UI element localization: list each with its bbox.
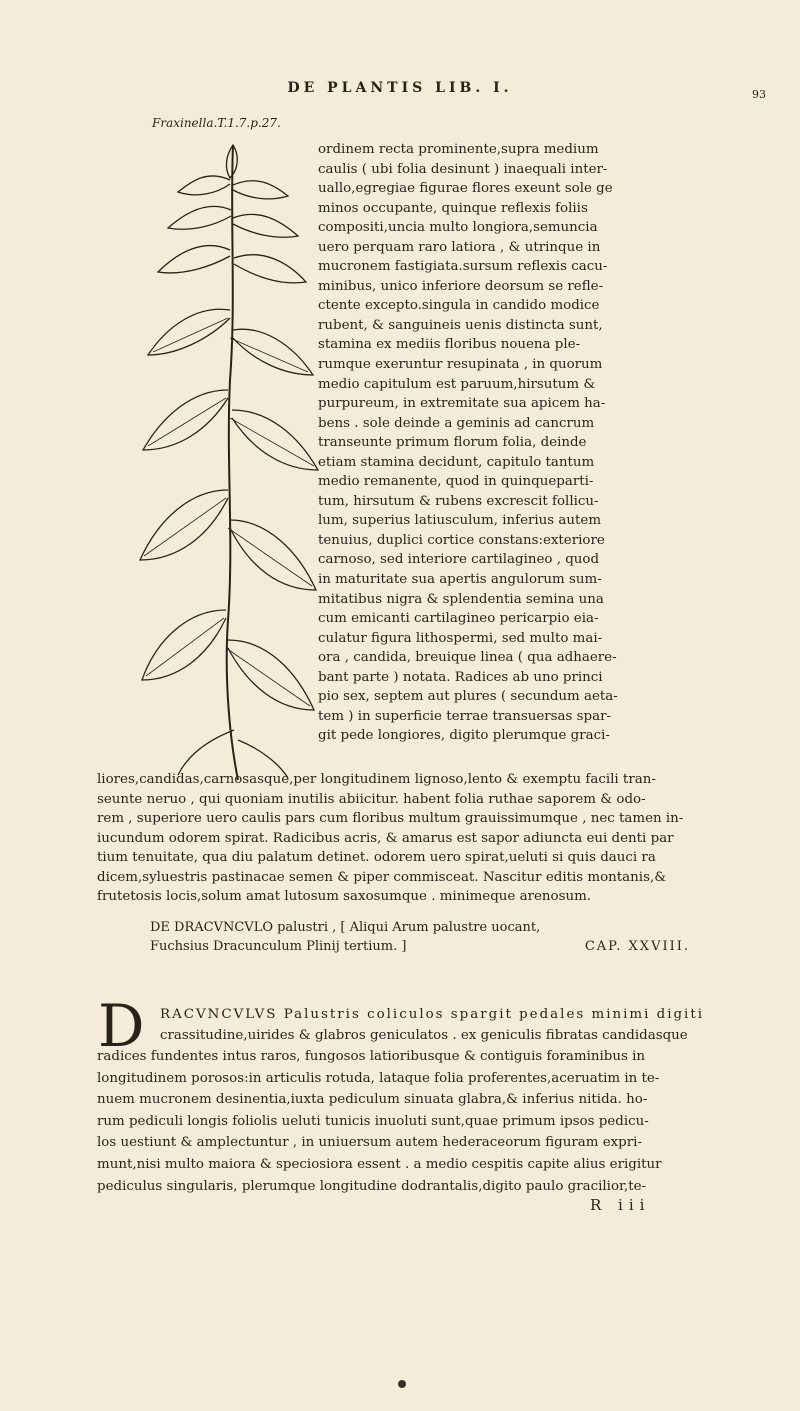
- text-line: rubent, & sanguineis uenis distincta sunt,: [318, 317, 603, 333]
- signature-mark: R iii: [590, 1196, 651, 1214]
- opening-line: RACVNCVLVS Palustris coliculos spargit pedales minimi digiti: [160, 1007, 704, 1022]
- text-line: tem ) in superficie terrae transuersas spar-: [318, 708, 612, 724]
- text-line: seunte neruo , qui quoniam inutilis abiicitur. habent folia ruthae saporem & odo-: [97, 791, 646, 807]
- text-line: rumque exeruntur resupinata , in quorum: [318, 357, 603, 373]
- text-line: stamina ex mediis floribus nouena ple-: [318, 337, 581, 353]
- text-line: carnoso, sed interiore cartilagineo , quod: [318, 552, 600, 568]
- text-line: rem , superiore uero caulis pars cum floribus multum grauissimumque , nec tamen in-: [97, 811, 684, 826]
- text-line: tum, hirsutum & rubens excrescit follicu-: [318, 493, 599, 509]
- text-line: medio capitulum est paruum,hirsutum &: [318, 376, 596, 392]
- page-number: 93: [752, 88, 766, 101]
- chapter-heading: [150, 918, 710, 956]
- text-line: pio sex, septem aut plures ( secundum aeta-: [318, 689, 618, 705]
- text-line: compositi,uncia multo longiora,semuncia: [318, 220, 598, 236]
- chapter-opening: [160, 1004, 740, 1047]
- text-line: ctente excepto.singula in candido modice: [318, 298, 600, 314]
- text-line: ordinem recta prominente,supra medium: [318, 142, 599, 157]
- text-line: purpureum, in extremitate sua apicem ha-: [318, 396, 606, 412]
- text-line: nuem mucronem desinentia,iuxta pediculum sinuata glabra,& inferius nitida. ho-: [97, 1092, 648, 1108]
- text-line: cum emicanti cartilagineo pericarpio eia-: [318, 611, 599, 627]
- text-line: minibus, unico inferiore deorsum se refle-: [318, 278, 604, 294]
- text-line: mucronem fastigiata.sursum reflexis cacu-: [318, 259, 608, 275]
- text-line: in maturitate sua apertis angulorum sum-: [318, 572, 602, 588]
- text-line: uero perquam raro latiora , & utrinque in: [318, 239, 601, 255]
- text-line: frutetosis locis,solum amat lutosum saxosumque . minimeque arenosum.: [97, 889, 592, 904]
- wrapped-paragraph: [318, 140, 728, 746]
- second-line: crassitudine,uirides & glabros geniculatos . ex geniculis fibratas candidasque: [160, 1028, 688, 1044]
- text-line: etiam stamina decidunt, capitulo tantum: [318, 454, 595, 470]
- text-line: tium tenuitate, qua diu palatum detinet. odorem uero spirat,ueluti si quis dauci ra: [97, 850, 656, 865]
- paragraph-continuation: [97, 770, 737, 907]
- text-line: liores,candidas,carnosasque,per longitudinem lignoso,lento & exemptu facili tran-: [97, 772, 656, 787]
- running-title: DE PLANTIS LIB. I.: [287, 80, 513, 96]
- text-line: ora , candida, breuique linea ( qua adhaere-: [318, 650, 617, 666]
- text-line: pediculus singularis, plerumque longitudine dodrantalis,digito paulo gracilior,te-: [97, 1178, 647, 1194]
- ornament-dot: [398, 1380, 406, 1388]
- text-line: medio remanente, quod in quinqueparti-: [318, 474, 594, 490]
- text-line: git pede longiores, digito plerumque graci-: [318, 728, 610, 744]
- text-line: minos occupante, quinque reflexis foliis: [318, 200, 588, 216]
- text-line: uallo,egregiae figurae flores exeunt sole ge: [318, 181, 613, 197]
- chapter-subtitle: Fuchsius Dracunculum Plinij tertium. ]: [150, 939, 407, 954]
- text-line: transeunte primum florum folia, deinde: [318, 435, 587, 451]
- chapter-number: CAP. XXVIII.: [584, 939, 690, 954]
- text-line: los uestiunt & amplectuntur , in uniuersum autem hederaceorum figuram expri-: [97, 1135, 642, 1151]
- text-line: longitudinem porosos:in articulis rotuda, lataque folia proferentes,aceruatim in te-: [97, 1070, 660, 1086]
- text-line: bant parte ) notata. Radices ab uno princi: [318, 669, 603, 685]
- figure-caption: Fraxinella.T.1.7.p.27.: [152, 116, 281, 130]
- text-line: mitatibus nigra & splendentia semina una: [318, 591, 604, 607]
- text-line: tenuius, duplici cortice constans:exteriore: [318, 532, 605, 548]
- text-line: radices fundentes intus raros, fungosos latioribusque & contiguis foraminibus in: [97, 1049, 645, 1064]
- text-line: caulis ( ubi folia desinunt ) inaequali inter-: [318, 161, 608, 177]
- text-line: bens . sole deinde a geminis ad cancrum: [318, 415, 595, 431]
- text-line: iucundum odorem spirat. Radicibus acris, & amarus est sapor adiuncta eui denti par: [97, 830, 674, 846]
- text-line: culatur figura lithospermi, sed multo mai-: [318, 630, 603, 646]
- drop-cap: D: [98, 992, 145, 1060]
- text-line: lum, superius latiusculum, inferius autem: [318, 513, 602, 529]
- text-line: rum pediculi longis foliolis ueluti tunicis inuoluti sunt,quae primum ipsos pedicu-: [97, 1113, 649, 1129]
- chapter-title: DE DRACVNCVLO palustri , [ Aliqui Arum palustre uocant,: [150, 920, 541, 935]
- chapter-body: [97, 1046, 742, 1197]
- text-line: dicem,syluestris pastinacae semen & piper commisceat. Nascitur editis montanis,&: [97, 869, 667, 885]
- fraxinella-woodcut-illustration: [138, 140, 324, 780]
- text-line: munt,nisi multo maiora & speciosiora essent . a medio cespitis capite alius erigitur: [97, 1156, 662, 1172]
